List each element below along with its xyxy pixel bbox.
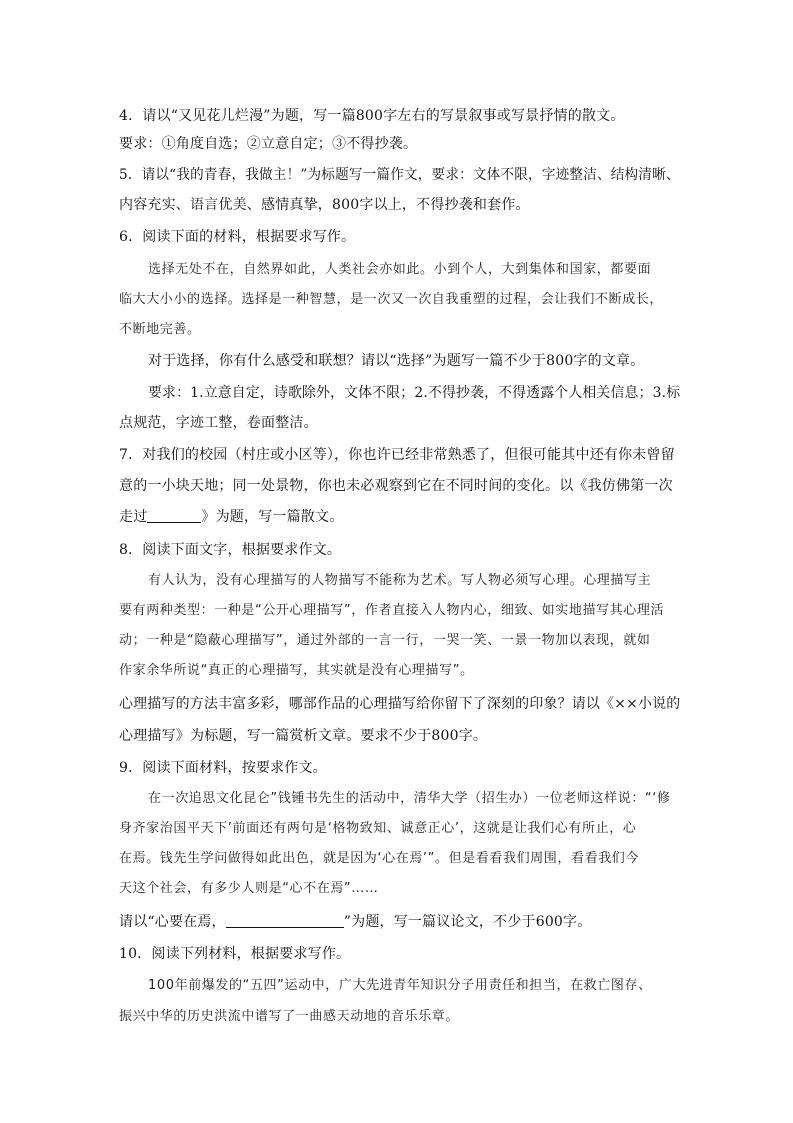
q9-material-line: 天这个社会，有多少人则是“心不在焉”…… <box>119 881 379 896</box>
q7-line-3-start: 走过 <box>119 509 148 525</box>
q7-line-2: 意的一小块天地；同一处景物，你也未必观察到它在不同时间的变化。以《我仿佛第一次 <box>119 478 673 494</box>
q9-material-line: 身齐家治国平天下’前面还有两句是‘格物致知、诚意正心’，这就是让我们心有所止，心 <box>119 821 637 836</box>
q7-line-3-end: 》为题，写一篇散文。 <box>201 509 344 525</box>
q9-prompt-end: ”为题，写一篇议论文，不少于600字。 <box>343 914 592 930</box>
q9-prompt <box>119 912 591 932</box>
q8-material-line: 作家余华所说“真正的心理描写，其实就是没有心理描写”。 <box>119 663 474 678</box>
q6-heading: 6．阅读下面的材料，根据要求写作。 <box>119 229 356 245</box>
q6-requirements-2: 点规范，字迹工整，卷面整洁。 <box>119 415 318 431</box>
q7-line-1: 7．对我们的校园（村庄或小区等），你也许已经非常熟悉了，但很可能其中还有你未曾留 <box>119 447 675 463</box>
fill-in-blank <box>147 508 201 523</box>
q7-line-3 <box>119 507 343 527</box>
q8-material-line: 要有两种类型：一种是“公开心理描写”，作者直接入人物内心，细致、如实地描写其心理活 <box>119 603 665 618</box>
q8-heading: 8．阅读下面文字，根据要求作文。 <box>119 542 342 558</box>
q6-prompt: 对于选择，你有什么感受和联想？请以“选择”为题写一篇不少于800字的文章。 <box>148 353 645 369</box>
q8-material-line: 动；一种是“隐蔽心理描写”，通过外部的一言一行，一哭一笑、一景一物加以表现，就如 <box>119 633 651 648</box>
q9-heading: 9．阅读下面材料，按要求作文。 <box>119 760 327 776</box>
q5-line-2: 内容充实、语言优美、感情真挚，800字以上，不得抄袭和套作。 <box>119 197 530 213</box>
q9-prompt-start: 请以“心要在焉， <box>119 914 226 930</box>
q4-line: 4．请以“又见花儿烂漫”为题，写一篇800字左右的写景叙事或写景抒情的散文。 <box>119 108 625 124</box>
q4-requirements: 要求：①角度自选；②立意自定；③不得抄袭。 <box>119 136 418 152</box>
fill-in-blank <box>226 913 344 928</box>
q10-material-line: 100年前爆发的“五四”运动中，广大先进青年知识分子用责任和担当，在救亡图存、 <box>148 978 652 993</box>
q8-material-line: 有人认为，没有心理描写的人物描写不能称为艺术。写人物必须写心理。心理描写主 <box>148 573 652 588</box>
q6-requirements-1: 要求：1.立意自定，诗歌除外，文体不限；2.不得抄袭，不得透露个人相关信息；3.标 <box>148 385 681 401</box>
q6-material-line: 临大大小小的选择。选择是一种智慧，是一次又一次自我重塑的过程，会让我们不断成长， <box>119 292 664 307</box>
q9-material-line: 在焉。钱先生学问做得如此出色，就是因为‘心在焉’”。但是看看我们周围，看看我们今 <box>119 851 639 866</box>
q5-line-1: 5．请以“我的青春，我做主！”为标题写一篇作文，要求：文体不限，字迹整洁、结构清晰、 <box>119 167 680 183</box>
q10-heading: 10．阅读下列材料，根据要求写作。 <box>119 946 351 962</box>
q8-prompt-1: 心理描写的方法丰富多彩，哪部作品的心理描写给你留下了深刻的印象？请以《××小说的 <box>119 696 681 712</box>
q9-material-line: 在一次追思文化昆仑”钱锺书先生的活动中，清华大学（招生办）一位老师这样说：“‘修 <box>148 791 671 806</box>
q6-material-line: 不断地完善。 <box>119 322 201 337</box>
q8-prompt-2: 心理描写》为标题，写一篇赏析文章。要求不少于800字。 <box>119 728 488 744</box>
q6-material-line: 选择无处不在，自然界如此，人类社会亦如此。小到个人，大到集体和国家，都要面 <box>148 262 652 277</box>
q10-material-line: 振兴中华的历史洪流中谱写了一曲感天动地的音乐乐章。 <box>119 1009 460 1024</box>
